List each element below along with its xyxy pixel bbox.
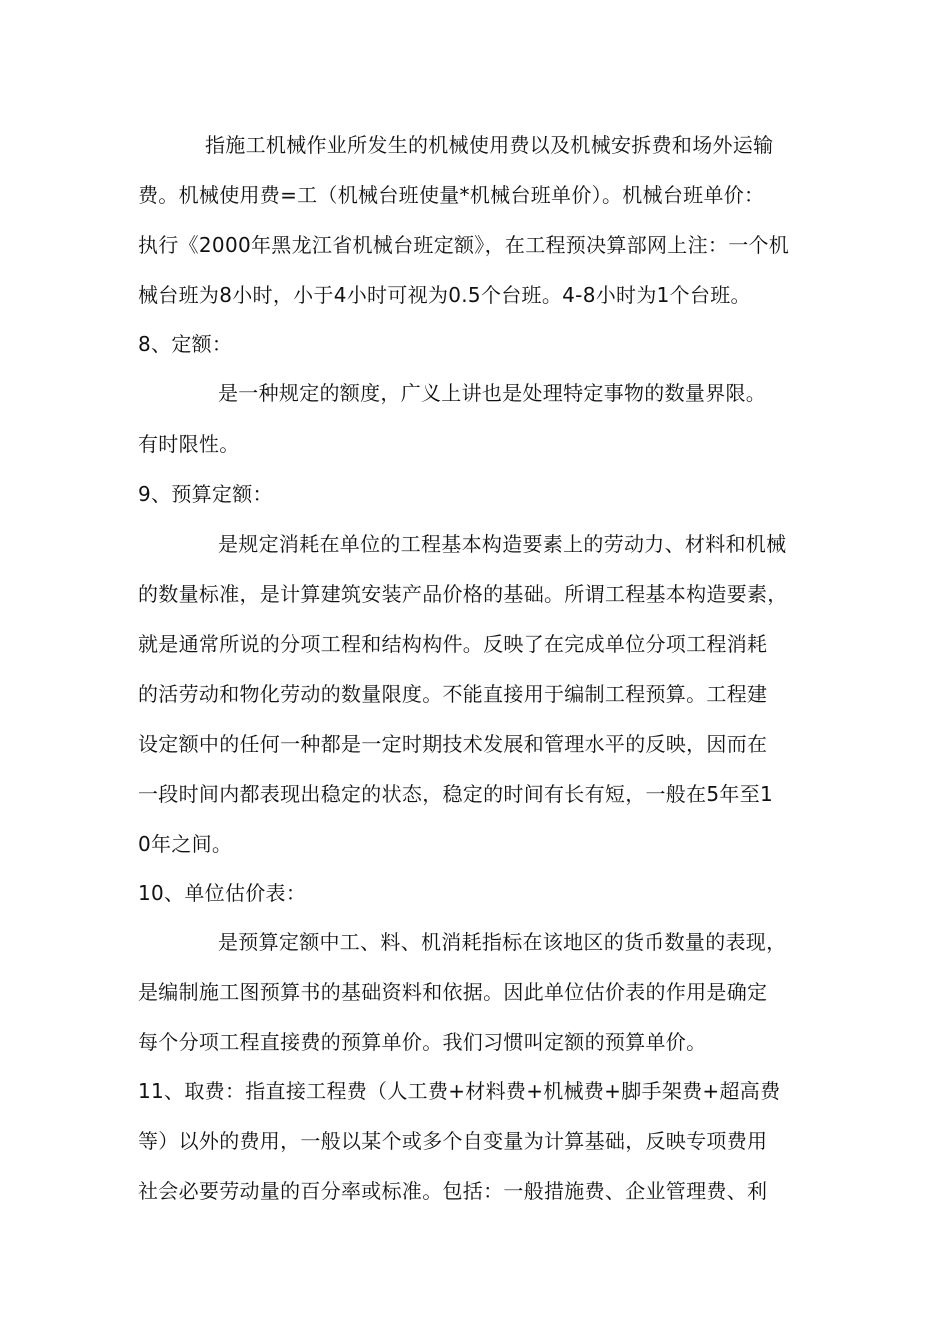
- paragraph-line: 每个分项工程直接费的预算单价。我们习惯叫定额的预算单价。: [138, 1030, 707, 1054]
- paragraph-line: 0年之间。: [138, 832, 233, 856]
- paragraph-line: 械台班为8小时，小于4小时可视为0.5个台班。4-8小时为1个台班。: [138, 283, 751, 307]
- paragraph-line: 执行《2000年黑龙江省机械台班定额》，在工程预决算部网上注：一个机: [138, 233, 790, 257]
- section-heading: 10、单位估价表：: [138, 881, 307, 905]
- section-heading: 8、定额：: [138, 332, 233, 356]
- paragraph-line: 是编制施工图预算书的基础资料和依据。因此单位估价表的作用是确定: [138, 980, 768, 1004]
- paragraph-line: 就是通常所说的分项工程和结构构件。反映了在完成单位分项工程消耗: [138, 632, 768, 656]
- paragraph-line: 设定额中的任何一种都是一定时期技术发展和管理水平的反映，因而在: [138, 732, 768, 756]
- paragraph-line: 有时限性。: [138, 432, 240, 456]
- section-heading: 11、取费：指直接工程费（人工费+材料费+机械费+脚手架费+超高费: [138, 1079, 781, 1103]
- paragraph-line: 是一种规定的额度，广义上讲也是处理特定事物的数量界限。: [218, 381, 767, 405]
- section-heading: 9、预算定额：: [138, 482, 273, 506]
- paragraph-line: 指施工机械作业所发生的机械使用费以及机械安拆费和场外运输: [205, 133, 774, 157]
- paragraph-line: 的数量标准，是计算建筑安装产品价格的基础。所谓工程基本构造要素，: [138, 582, 788, 606]
- paragraph-line: 一段时间内都表现出稳定的状态，稳定的时间有长有短，一般在5年至1: [138, 782, 774, 806]
- paragraph-line: 社会必要劳动量的百分率或标准。包括：一般措施费、企业管理费、利: [138, 1179, 768, 1203]
- paragraph-line: 是规定消耗在单位的工程基本构造要素上的劳动力、材料和机械: [218, 532, 787, 556]
- paragraph-line: 费。机械使用费=工（机械台班使量*机械台班单价）。机械台班单价：: [138, 183, 765, 207]
- paragraph-line: 是预算定额中工、料、机消耗指标在该地区的货币数量的表现，: [218, 930, 787, 954]
- paragraph-line: 的活劳动和物化劳动的数量限度。不能直接用于编制工程预算。工程建: [138, 682, 768, 706]
- paragraph-line: 等）以外的费用，一般以某个或多个自变量为计算基础，反映专项费用: [138, 1129, 768, 1153]
